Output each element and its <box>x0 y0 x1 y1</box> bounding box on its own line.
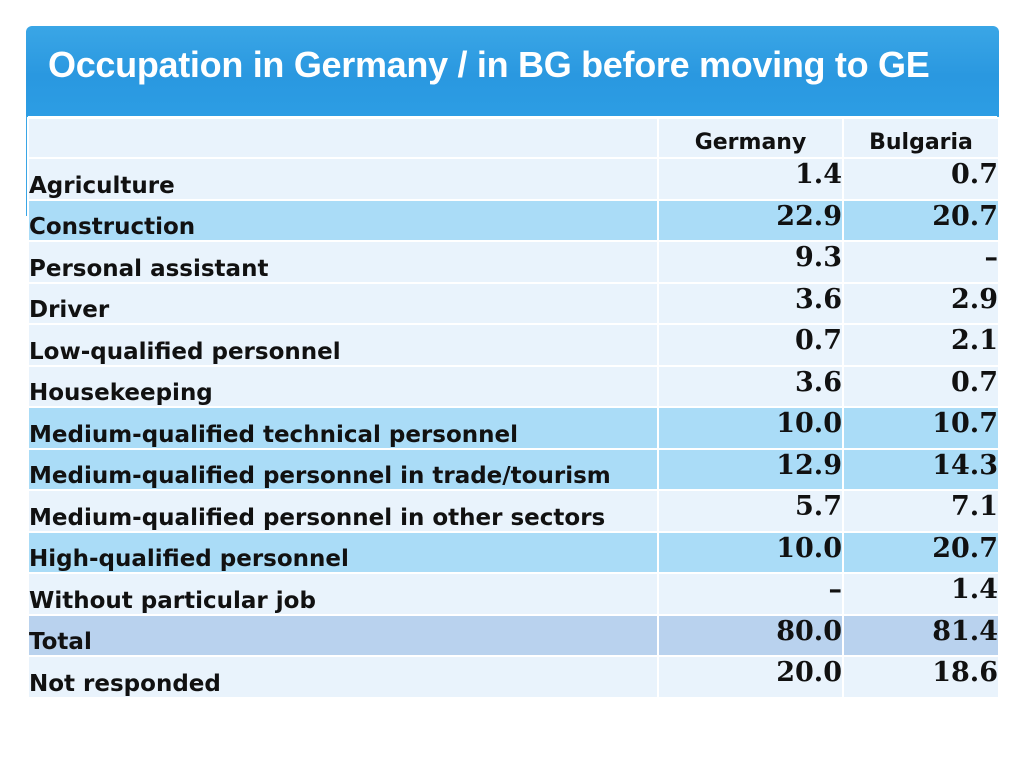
table-row <box>28 158 999 200</box>
row-label: Housekeeping <box>28 366 658 408</box>
row-label: Medium-qualified personnel in trade/tourism <box>28 449 658 491</box>
row-label: Total <box>28 615 658 657</box>
germany-value: 0.7 <box>658 324 843 366</box>
bulgaria-value: 18.6 <box>843 656 999 698</box>
germany-value: 3.6 <box>658 283 843 325</box>
header-label-cell <box>28 118 658 158</box>
germany-value: – <box>658 573 843 615</box>
header-germany: Germany <box>658 118 843 158</box>
row-label: High-qualified personnel <box>28 532 658 574</box>
occupation-table <box>27 117 1000 699</box>
table-row <box>28 656 999 698</box>
table-row <box>28 366 999 408</box>
bulgaria-value: 20.7 <box>843 532 999 574</box>
row-label: Driver <box>28 283 658 325</box>
row-label: Construction <box>28 200 658 242</box>
germany-value: 12.9 <box>658 449 843 491</box>
germany-value: 80.0 <box>658 615 843 657</box>
bulgaria-value: 0.7 <box>843 158 999 200</box>
row-label: Medium-qualified technical personnel <box>28 407 658 449</box>
germany-value: 9.3 <box>658 241 843 283</box>
slide-title: Occupation in Germany / in BG before moving to GE <box>48 44 930 85</box>
table-row <box>28 615 999 657</box>
bulgaria-value: 81.4 <box>843 615 999 657</box>
header-bulgaria: Bulgaria <box>843 118 999 158</box>
bulgaria-value: 10.7 <box>843 407 999 449</box>
germany-value: 1.4 <box>658 158 843 200</box>
germany-value: 10.0 <box>658 407 843 449</box>
row-label: Low-qualified personnel <box>28 324 658 366</box>
germany-value: 10.0 <box>658 532 843 574</box>
bulgaria-value: 14.3 <box>843 449 999 491</box>
row-label: Agriculture <box>28 158 658 200</box>
row-label: Personal assistant <box>28 241 658 283</box>
bulgaria-value: 7.1 <box>843 490 999 532</box>
bulgaria-value: 2.9 <box>843 283 999 325</box>
bulgaria-value: 20.7 <box>843 200 999 242</box>
table-row <box>28 449 999 491</box>
germany-value: 5.7 <box>658 490 843 532</box>
bulgaria-value: 0.7 <box>843 366 999 408</box>
row-label: Without particular job <box>28 573 658 615</box>
table-row <box>28 241 999 283</box>
row-label: Not responded <box>28 656 658 698</box>
table-body <box>28 158 999 698</box>
row-label: Medium-qualified personnel in other sectors <box>28 490 658 532</box>
bulgaria-value: 2.1 <box>843 324 999 366</box>
table-row <box>28 573 999 615</box>
table-row <box>28 200 999 242</box>
table-row <box>28 490 999 532</box>
germany-value: 3.6 <box>658 366 843 408</box>
bulgaria-value: – <box>843 241 999 283</box>
table-row <box>28 283 999 325</box>
table-row <box>28 407 999 449</box>
table-row <box>28 532 999 574</box>
bulgaria-value: 1.4 <box>843 573 999 615</box>
germany-value: 22.9 <box>658 200 843 242</box>
germany-value: 20.0 <box>658 656 843 698</box>
table-row <box>28 324 999 366</box>
table-header-row <box>28 118 999 158</box>
